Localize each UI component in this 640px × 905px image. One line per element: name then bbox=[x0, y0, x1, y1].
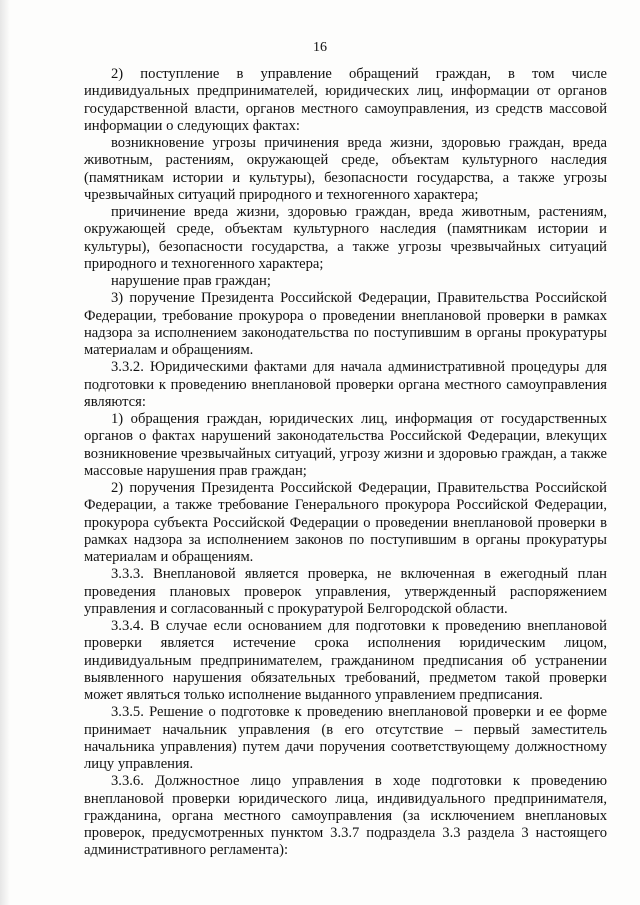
paragraph-3-3-5: 3.3.5. Решение о подготовке к проведению внеплановой проверки и ее форме принимает начальник управления (в его отсутствие – первый заместитель начальника управления) путем дачи поручения соответствующему должностному лицу управления. bbox=[84, 704, 607, 772]
paragraph-3-3-2-item-1: 1) обращения граждан, юридических лиц, информация от государственных органов о фактах нарушений законодательства Российской Федерации, влекущих возникновение чрезвычайных ситуаций, угрозу жизни и здоровью граждан, а также массовые нарушения прав граждан; bbox=[84, 411, 607, 479]
paragraph-item-2: 2) поступление в управление обращений граждан, в том числе индивидуальных предпринимателей, юридических лиц, информации от органов государственной власти, органов местного самоуправления, из средств массовой информации о следующих фактах: bbox=[84, 66, 607, 134]
paragraph-3-3-2: 3.3.2. Юридическими фактами для начала административной процедуры для подготовки к проведению внеплановой проверки органа местного самоуправления являются: bbox=[84, 359, 607, 410]
page-number: 16 bbox=[313, 40, 327, 55]
scan-edge-shadow bbox=[0, 0, 10, 905]
paragraph-rights-violation: нарушение прав граждан; bbox=[111, 273, 271, 289]
paragraph-item-3: 3) поручение Президента Российской Федерации, Правительства Российской Федерации, требование прокурора о проведении внеплановой проверки в рамках надзора за исполнением законодательства по поступившим в органы прокуратуры материалам и обращениям. bbox=[84, 290, 607, 358]
paragraph-3-3-3: 3.3.3. Внеплановой является проверка, не включенная в ежегодный план проведения плановых проверок управления, утвержденный распоряжением управления и согласованный с прокуратурой Белгородской области. bbox=[84, 566, 607, 617]
paragraph-3-3-6: 3.3.6. Должностное лицо управления в ходе подготовки к проведению внеплановой проверки юридического лица, индивидуального предпринимателя, гражданина, органа местного самоуправления (за исключением внеплановых проверок, предусмотренных пунктом 3.3.7 подраздела 3.3 раздела 3 настоящего административного регламента): bbox=[84, 773, 607, 859]
paragraph-threat-of-harm: возникновение угрозы причинения вреда жизни, здоровью граждан, вреда животным, растениям, окружающей среде, объектам культурного наследия (памятникам истории и культуры), безопасности государства, а также угрозы чрезвычайных ситуаций природного и техногенного характера; bbox=[84, 135, 607, 203]
paragraph-harm-caused: причинение вреда жизни, здоровью граждан, вреда животным, растениям, окружающей среде, объектам культурного наследия (памятникам истории и культуры), безопасности государства, а также угрозы чрезвычайных ситуаций природного и техногенного характера; bbox=[84, 204, 607, 272]
paragraph-3-3-4: 3.3.4. В случае если основанием для подготовки к проведению внеплановой проверки является истечение срока исполнения юридическим лицом, индивидуальным предпринимателем, гражданином предписания об устранении выявленного нарушения обязательных требований, предметом такой проверки может являться только исполнение выданного управлением предписания. bbox=[84, 618, 607, 703]
paragraph-3-3-2-item-2: 2) поручения Президента Российской Федерации, Правительства Российской Федерации, а также требование Генерального прокурора Российской Федерации, прокурора субъекта Российской Федерации о проведении внеплановой проверки в рамках надзора за исполнением законов по поступившим в органы прокуратуры материалам и обращениям. bbox=[84, 480, 607, 565]
document-body bbox=[84, 66, 607, 860]
